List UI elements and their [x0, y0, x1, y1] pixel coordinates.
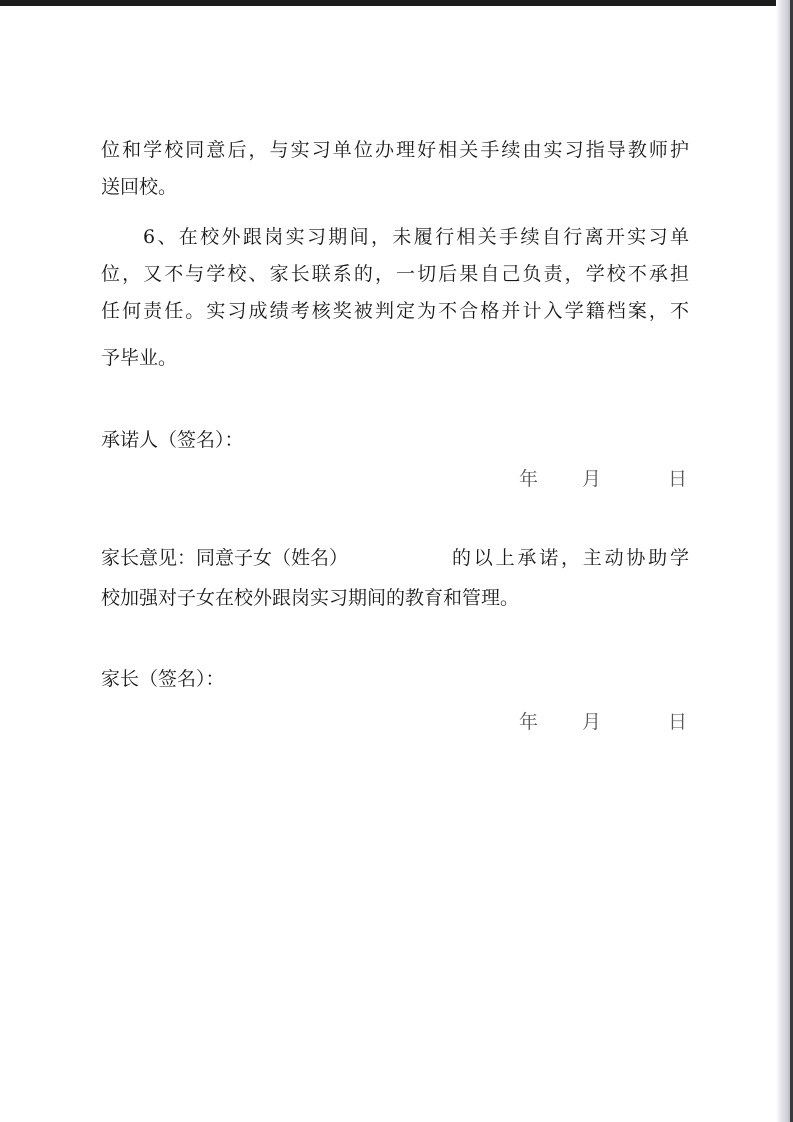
parent-opinion-suffix: 的以上承诺，主动协助学 — [452, 547, 689, 569]
date2-month: 月 — [582, 711, 602, 733]
clause-6-line-2: 位，又不与学校、家长联系的，一切后果自己负责，学校不承担 — [101, 263, 689, 285]
date1-month: 月 — [582, 468, 602, 490]
clause-6-line-4: 予毕业。 — [101, 347, 178, 369]
date2-day: 日 — [668, 711, 688, 733]
clause-6-line-1: 6、在校外跟岗实习期间，未履行相关手续自行离开实习单 — [143, 226, 689, 248]
promiser-signature-label: 承诺人（签名）： — [101, 429, 244, 451]
parent-signature-label: 家长（签名）： — [101, 668, 225, 690]
body-line-1: 位和学校同意后，与实习单位办理好相关手续由实习指导教师护 — [101, 139, 689, 161]
body-line-2: 送回校。 — [101, 176, 178, 198]
date1-year: 年 — [519, 468, 539, 490]
parent-opinion-line-2: 校加强对子女在校外跟岗实习期间的教育和管理。 — [101, 587, 520, 609]
scan-top-border — [0, 0, 793, 6]
scan-right-shadow — [776, 0, 790, 1122]
clause-6-line-3: 任何责任。实习成绩考核奖被判定为不合格并计入学籍档案，不 — [101, 300, 689, 322]
date2-year: 年 — [519, 711, 539, 733]
date1-day: 日 — [668, 468, 688, 490]
parent-opinion-prefix: 家长意见：同意子女（姓名） — [101, 547, 349, 569]
